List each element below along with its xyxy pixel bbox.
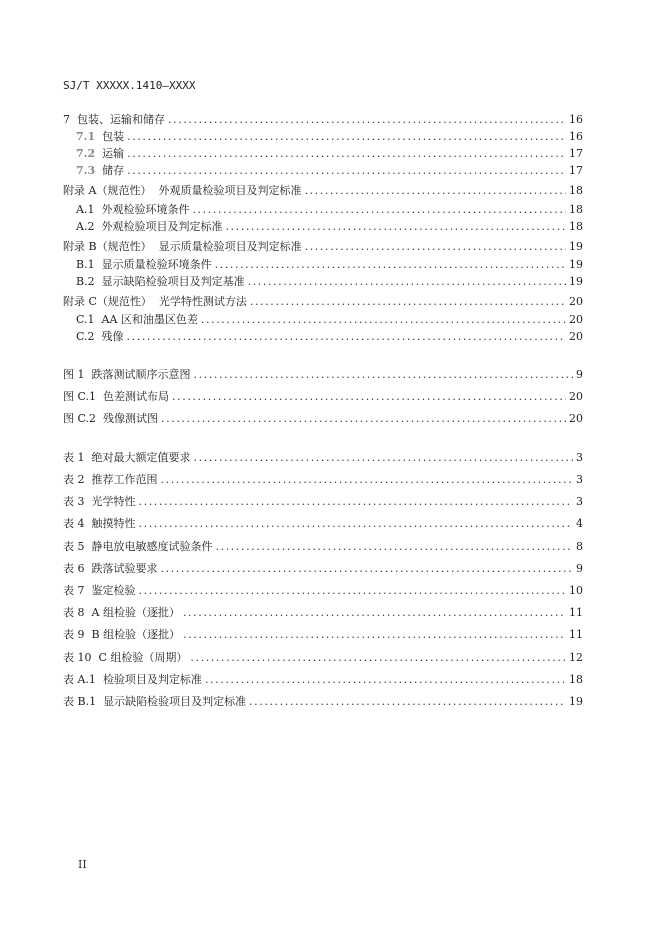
toc-leader-dots — [161, 473, 574, 487]
toc-number: 表 2 — [63, 473, 85, 486]
toc-leader-dots — [192, 203, 566, 217]
toc-leader-dots — [225, 220, 566, 234]
toc-page-number: 19 — [569, 258, 583, 271]
toc-title: 显示缺陷检验项目及判定标准 — [103, 695, 247, 708]
toc-page-number: 20 — [569, 313, 583, 326]
toc-entry-table-7[interactable] — [63, 584, 583, 598]
toc-number: A.2 — [76, 220, 95, 233]
toc-entry-figure-c-1[interactable] — [63, 390, 583, 404]
toc-entry-figure-1[interactable] — [63, 368, 583, 382]
toc-page-number: 3 — [576, 495, 583, 508]
toc-entry-b-2[interactable] — [63, 275, 583, 289]
toc-entry-table-b-1[interactable] — [63, 695, 583, 709]
toc-page-number: 10 — [569, 584, 583, 597]
toc-title: 检验项目及判定标准 — [102, 673, 202, 686]
toc-leader-dots — [127, 330, 566, 344]
toc-entry-appendix-b[interactable] — [63, 240, 583, 254]
toc-number: 表 A.1 — [63, 673, 96, 686]
toc-page-number: 11 — [569, 628, 583, 641]
toc-title: 显示质量检验项目及判定标准 — [158, 240, 302, 253]
toc-number: 表 9 — [63, 628, 85, 641]
toc-leader-dots — [127, 164, 566, 178]
toc-entry-figure-c-2[interactable] — [63, 412, 583, 426]
toc-title: 残像测试图 — [103, 412, 159, 425]
toc-number: 表 1 — [63, 451, 85, 464]
toc-leader-dots — [127, 130, 566, 144]
toc-title: 外观检验环境条件 — [101, 203, 190, 216]
toc-title: 光学特性 — [91, 495, 136, 508]
toc-entry-table-4[interactable] — [63, 517, 583, 531]
toc-title: 鉴定检验 — [91, 584, 136, 597]
toc-title: 光学特性测试方法 — [158, 295, 247, 308]
toc-entry-table-9[interactable] — [63, 628, 583, 642]
toc-number: B.1 — [76, 258, 95, 271]
toc-page-number: 9 — [576, 368, 583, 381]
toc-leader-dots — [194, 368, 574, 382]
toc-page-number: 20 — [569, 412, 583, 425]
toc-entry-appendix-c[interactable] — [63, 295, 583, 309]
toc-title: C 组检验（周期） — [98, 651, 188, 664]
toc-number: B.2 — [76, 275, 95, 288]
toc-leader-dots — [305, 240, 566, 254]
toc-number: C.1 — [76, 313, 95, 326]
toc-entry-section-7[interactable] — [63, 113, 583, 127]
toc-entry-a-2[interactable] — [63, 220, 583, 234]
toc-entry-table-6[interactable] — [63, 562, 583, 576]
toc-page-number: 19 — [569, 695, 583, 708]
toc-page-number: 9 — [576, 562, 583, 575]
toc-title: 触摸特性 — [91, 517, 136, 530]
toc-entry-section-7-3[interactable] — [63, 164, 583, 178]
toc-number: 附录 A（规范性） — [63, 184, 152, 197]
toc-leader-dots — [249, 695, 566, 709]
toc-entry-section-7-2[interactable] — [63, 147, 583, 161]
toc-page-number: 3 — [576, 451, 583, 464]
toc-number: 表 B.1 — [63, 695, 97, 708]
toc-title: 包装 — [102, 130, 125, 143]
toc-title: 储存 — [102, 164, 125, 177]
toc-page-number: 16 — [569, 130, 583, 143]
toc-page-number: 18 — [569, 184, 583, 197]
toc-title: 跌落试验要求 — [91, 562, 158, 575]
toc-entry-table-10[interactable] — [63, 651, 583, 665]
toc-leader-dots — [161, 412, 566, 426]
toc-page-number: 12 — [569, 651, 583, 664]
toc-title: 绝对最大额定值要求 — [91, 451, 191, 464]
toc-page-number: 17 — [569, 164, 583, 177]
toc-leader-dots — [127, 147, 566, 161]
toc-page-number: 20 — [569, 390, 583, 403]
toc-entry-c-2[interactable] — [63, 330, 583, 344]
toc-title: 外观质量检验项目及判定标准 — [158, 184, 302, 197]
toc-page-number: 18 — [569, 673, 583, 686]
toc-entry-b-1[interactable] — [63, 258, 583, 272]
toc-number: A.1 — [76, 203, 95, 216]
toc-number: 7.3 — [76, 164, 96, 177]
toc-number: 7.2 — [76, 147, 96, 160]
toc-number: 表 10 — [63, 651, 92, 664]
toc-page-number: 20 — [569, 295, 583, 308]
toc-leader-dots — [183, 606, 566, 620]
toc-number: C.2 — [76, 330, 95, 343]
document-code: SJ/T XXXXX.1410—XXXX — [63, 79, 196, 92]
toc-number: 7.1 — [76, 130, 96, 143]
toc-number: 7 — [63, 113, 70, 126]
footer-page-number: II — [78, 858, 87, 871]
toc-title: B 组检验（逐批） — [91, 628, 181, 641]
toc-page-number: 16 — [569, 113, 583, 126]
toc-leader-dots — [248, 275, 566, 289]
toc-number: 附录 C（规范性） — [63, 295, 152, 308]
toc-entry-section-7-1[interactable] — [63, 130, 583, 144]
toc-entry-table-1[interactable] — [63, 451, 583, 465]
toc-page-number: 19 — [569, 275, 583, 288]
toc-page-number: 17 — [569, 147, 583, 160]
toc-leader-dots — [183, 628, 566, 642]
toc-title: AA 区和油墨区色差 — [101, 313, 198, 326]
toc-entry-table-5[interactable] — [63, 540, 583, 554]
toc-leader-dots — [205, 673, 566, 687]
toc-number: 附录 B（规范性） — [63, 240, 152, 253]
toc-entry-table-3[interactable] — [63, 495, 583, 509]
toc-number: 图 C.2 — [63, 412, 97, 425]
toc-title: 运输 — [102, 147, 125, 160]
toc-title: 显示质量检验环境条件 — [101, 258, 212, 271]
toc-entry-table-2[interactable] — [63, 473, 583, 487]
toc-leader-dots — [172, 390, 566, 404]
toc-leader-dots — [139, 495, 574, 509]
toc-page-number: 20 — [569, 330, 583, 343]
toc-number: 图 C.1 — [63, 390, 97, 403]
toc-entry-a-1[interactable] — [63, 203, 583, 217]
toc-number: 表 4 — [63, 517, 85, 530]
toc-title: 色差测试布局 — [103, 390, 170, 403]
toc-leader-dots — [201, 313, 566, 327]
toc-entry-c-1[interactable] — [63, 313, 583, 327]
toc-title: 残像 — [101, 330, 124, 343]
toc-page-number: 3 — [576, 473, 583, 486]
toc-leader-dots — [304, 184, 566, 198]
toc-page-number: 19 — [569, 240, 583, 253]
toc-title: 推荐工作范围 — [91, 473, 158, 486]
toc-title: 跌落测试顺序示意图 — [91, 368, 191, 381]
toc-leader-dots — [161, 562, 574, 576]
toc-page-number: 11 — [569, 606, 583, 619]
toc-page-number: 18 — [569, 220, 583, 233]
toc-leader-dots — [190, 651, 566, 665]
toc-leader-dots — [194, 451, 574, 465]
toc-leader-dots — [168, 113, 566, 127]
toc-number: 图 1 — [63, 368, 85, 381]
toc-page-number: 18 — [569, 203, 583, 216]
toc-entry-table-a-1[interactable] — [63, 673, 583, 687]
toc-page-number: 8 — [576, 540, 583, 553]
toc-leader-dots — [139, 584, 567, 598]
toc-number: 表 7 — [63, 584, 85, 597]
toc-title: 包装、运输和储存 — [77, 113, 165, 126]
toc-leader-dots — [215, 258, 566, 272]
toc-entry-table-8[interactable] — [63, 606, 583, 620]
toc-leader-dots — [216, 540, 574, 554]
toc-title: 静电放电敏感度试验条件 — [91, 540, 213, 553]
toc-leader-dots — [250, 295, 566, 309]
toc-entry-appendix-a[interactable] — [63, 184, 583, 198]
toc-title: A 组检验（逐批） — [91, 606, 180, 619]
toc-page-number: 4 — [576, 517, 583, 530]
toc-leader-dots — [139, 517, 574, 531]
toc-number: 表 6 — [63, 562, 85, 575]
toc-number: 表 5 — [63, 540, 85, 553]
toc-number: 表 8 — [63, 606, 85, 619]
toc-title: 外观检验项目及判定标准 — [101, 220, 223, 233]
toc-title: 显示缺陷检验项目及判定基准 — [101, 275, 245, 288]
toc-number: 表 3 — [63, 495, 85, 508]
